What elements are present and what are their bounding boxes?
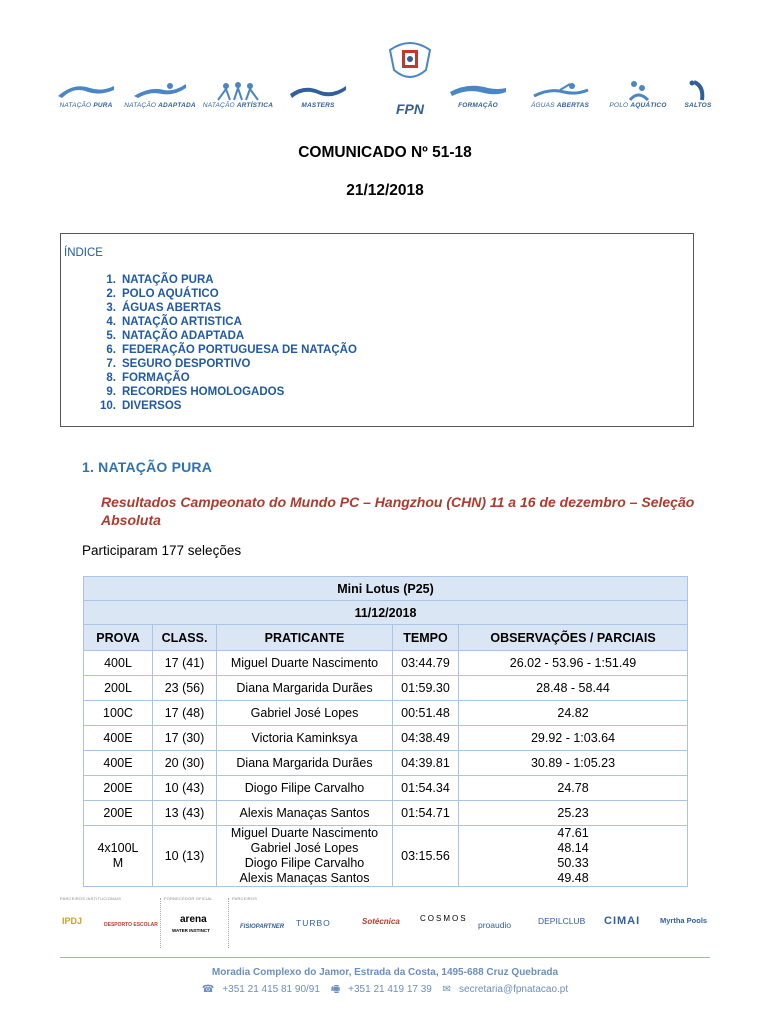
discipline-aguas-abertas[interactable]: ÁGUAS ABERTAS [524, 80, 596, 109]
mail-icon: ✉ [442, 984, 452, 995]
section-heading-natacao-pura: 1. NATAÇÃO PURA [82, 459, 213, 475]
results-title: Resultados Campeonato do Mundo PC – Hangzhou (CHN) 11 a 16 de dezembro – Seleção Absoluta [101, 494, 695, 528]
col-header-tempo: TEMPO [393, 625, 459, 651]
cell-prova: 100C [84, 701, 153, 726]
cell-prova: 400L [84, 651, 153, 676]
cell-obs: 25.23 [459, 801, 688, 826]
table-row [84, 726, 688, 751]
index-box [60, 233, 694, 427]
footer-phone[interactable]: +351 21 415 81 90/91 [222, 984, 320, 995]
participants-text: Participaram 177 seleções [82, 543, 242, 558]
discipline-masters[interactable]: MASTERS [282, 80, 354, 109]
sponsor-arena-tagline: WATER INSTINCT [172, 928, 210, 933]
cell-class: 20 (30) [153, 751, 217, 776]
sponsor-cosmos-logo[interactable]: COSMOS [420, 914, 468, 923]
cell-tempo: 01:59.30 [393, 676, 459, 701]
cell-class: 17 (41) [153, 651, 217, 676]
sponsor-ipdj-logo[interactable]: IPDJ [62, 916, 83, 926]
fax-icon: 🖷 [330, 984, 341, 995]
cell-tempo: 04:38.49 [393, 726, 459, 751]
index-item[interactable]: 1. NATAÇÃO PURA [106, 274, 214, 286]
sponsor-cimai-logo[interactable]: CIMAI [604, 915, 641, 927]
discipline-polo-aquatico[interactable]: POLO AQUÁTICO [602, 80, 674, 109]
discipline-saltos[interactable]: SALTOS [662, 80, 734, 109]
cell-obs: 29.92 - 1:03.64 [459, 726, 688, 751]
cell-tempo: 00:51.48 [393, 701, 459, 726]
footer-contacts [0, 982, 770, 999]
cell-prova: 400E [84, 726, 153, 751]
col-header-class: CLASS. [153, 625, 217, 651]
sponsor-sotecnica-logo[interactable]: Sotécnica [362, 917, 400, 926]
index-item[interactable]: 3. ÁGUAS ABERTAS [106, 302, 222, 314]
cell-praticante: Diana Margarida Durães [217, 676, 393, 701]
open-water-icon [524, 80, 596, 102]
cell-praticante: Miguel Duarte Nascimento [217, 651, 393, 676]
footer-divider [60, 957, 710, 958]
index-item[interactable]: 4. NATAÇÃO ARTISTICA [106, 316, 242, 328]
cell-tempo: 03:15.56 [393, 826, 459, 887]
sponsors-label-institutional: PARCEIROS INSTITUCIONAIS [60, 896, 122, 901]
swimmer-wave-icon [50, 80, 122, 102]
footer-email[interactable]: secretaria@fpnatacao.pt [459, 984, 569, 995]
cell-obs: 26.02 - 53.96 - 1:51.49 [459, 651, 688, 676]
fpn-crest-icon [382, 40, 438, 102]
cell-obs: 30.89 - 1:05.23 [459, 751, 688, 776]
cell-tempo: 04:39.81 [393, 751, 459, 776]
table-event-title: Mini Lotus (P25) [84, 577, 688, 601]
cell-class: 10 (43) [153, 776, 217, 801]
table-row [84, 776, 688, 801]
sponsor-arena-logo[interactable]: arena [180, 914, 207, 925]
swimmer-arm-icon [124, 80, 196, 102]
cell-praticante: Gabriel José Lopes [217, 701, 393, 726]
sponsor-depilclub-logo[interactable]: DEPILCLUB [538, 916, 586, 926]
formation-wave-icon [442, 80, 514, 102]
col-header-prova: PROVA [84, 625, 153, 651]
index-item[interactable]: 6. FEDERAÇÃO PORTUGUESA DE NATAÇÃO [106, 344, 357, 356]
artistic-swimmers-icon [202, 80, 274, 102]
sponsors-label-official: FORNECEDOR OFICIAL [164, 896, 213, 901]
footer-fax[interactable]: +351 21 419 17 39 [348, 984, 432, 995]
table-row-relay [84, 826, 688, 887]
col-header-praticante: PRATICANTE [217, 625, 393, 651]
table-row [84, 801, 688, 826]
index-item[interactable]: 7. SEGURO DESPORTIVO [106, 358, 251, 370]
cell-prova: 200E [84, 776, 153, 801]
cell-prova: 200E [84, 801, 153, 826]
index-item[interactable]: 8. FORMAÇÃO [106, 372, 190, 384]
table-event-date: 11/12/2018 [84, 601, 688, 625]
discipline-formacao[interactable]: FORMAÇÃO [442, 80, 514, 109]
cell-tempo: 01:54.71 [393, 801, 459, 826]
cell-obs: 47.61 48.14 50.33 49.48 [459, 826, 688, 887]
table-row [84, 751, 688, 776]
sponsors-strip [60, 896, 720, 950]
index-item[interactable]: 2. POLO AQUÁTICO [106, 288, 219, 300]
sponsor-desporto-escolar-logo[interactable]: DESPORTO ESCOLAR [104, 922, 158, 928]
col-header-observacoes: OBSERVAÇÕES / PARCIAIS [459, 625, 688, 651]
cell-tempo: 01:54.34 [393, 776, 459, 801]
cell-prova: 4x100L M [84, 826, 153, 887]
cell-praticante: Diogo Filipe Carvalho [217, 776, 393, 801]
cell-class: 13 (43) [153, 801, 217, 826]
cell-obs: 28.48 - 58.44 [459, 676, 688, 701]
table-row [84, 701, 688, 726]
communique-date: 21/12/2018 [346, 182, 424, 199]
table-row [84, 676, 688, 701]
sponsor-turbo-logo[interactable]: TURBO [296, 918, 331, 928]
cell-tempo: 03:44.79 [393, 651, 459, 676]
index-item[interactable]: 5. NATAÇÃO ADAPTADA [106, 330, 245, 342]
index-item[interactable]: 10. DIVERSOS [100, 400, 182, 412]
fpn-logo[interactable] [382, 40, 438, 117]
divider [160, 898, 161, 948]
fpn-logo-text: FPN [396, 101, 424, 117]
communique-title: COMUNICADO Nº 51-18 [298, 144, 472, 161]
cell-praticante: Miguel Duarte Nascimento Gabriel José Lopes Diogo Filipe Carvalho Alexis Manaças Santos [217, 826, 393, 887]
sponsors-label-partners: PARCEIROS [232, 896, 258, 901]
sponsor-fisiopartner-logo[interactable]: FISIOPARTNER [240, 924, 285, 930]
discipline-natacao-pura[interactable]: NATAÇÃO PURA [50, 80, 122, 109]
phone-icon: ☎ [201, 984, 215, 995]
discipline-natacao-adaptada[interactable]: NATAÇÃO ADAPTADA [124, 80, 196, 109]
diver-icon [662, 80, 734, 102]
cell-class: 17 (48) [153, 701, 217, 726]
index-list [89, 273, 357, 413]
cell-praticante: Alexis Manaças Santos [217, 801, 393, 826]
footer-address: Moradia Complexo do Jamor, Estrada da Costa, 1495-688 Cruz Quebrada [211, 967, 559, 978]
discipline-natacao-artistica[interactable]: NATAÇÃO ARTÍSTICA [202, 80, 274, 109]
cell-class: 10 (13) [153, 826, 217, 887]
masters-swimmer-icon [282, 80, 354, 102]
results-table [83, 576, 688, 887]
sponsor-myrtha-pools-logo[interactable]: Myrtha Pools [660, 916, 708, 925]
cell-praticante: Diana Margarida Durães [217, 751, 393, 776]
index-item[interactable]: 9. RECORDES HOMOLOGADOS [106, 386, 285, 398]
cell-prova: 200L [84, 676, 153, 701]
table-row [84, 651, 688, 676]
divider [228, 898, 229, 948]
index-heading: ÍNDICE [64, 247, 103, 259]
cell-prova: 400E [84, 751, 153, 776]
cell-class: 23 (56) [153, 676, 217, 701]
cell-class: 17 (30) [153, 726, 217, 751]
cell-obs: 24.78 [459, 776, 688, 801]
cell-praticante: Victoria Kaminksya [217, 726, 393, 751]
cell-obs: 24.82 [459, 701, 688, 726]
header-banner [50, 30, 720, 130]
sponsor-proaudio-logo[interactable]: proaudio [478, 920, 512, 930]
